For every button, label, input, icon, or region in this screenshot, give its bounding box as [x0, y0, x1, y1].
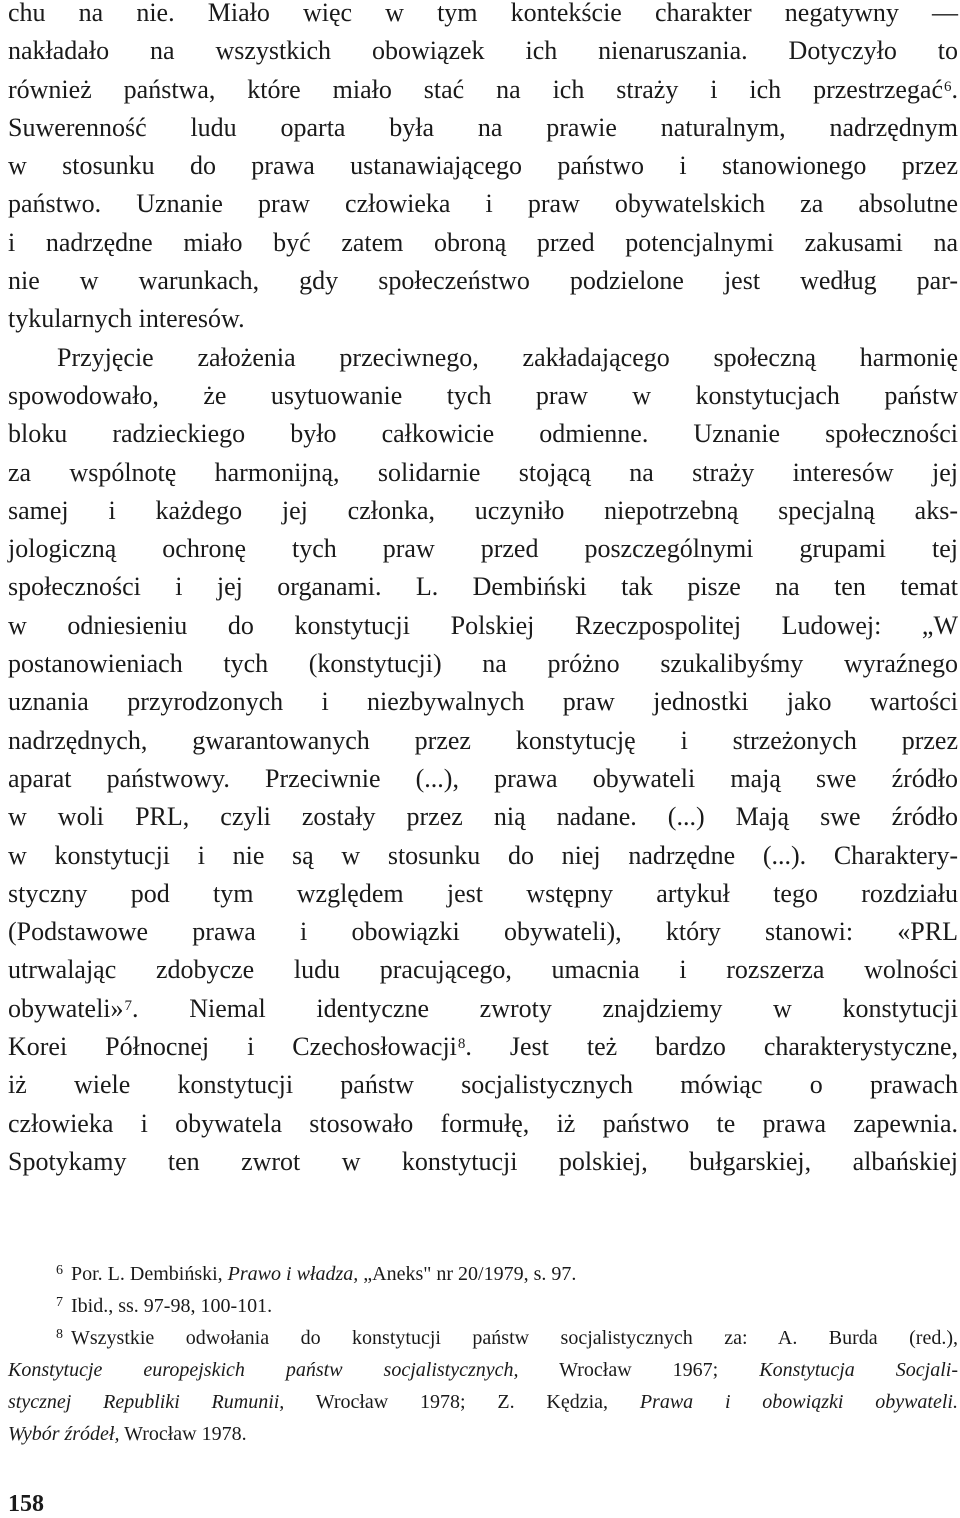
text-line: aparat państwowy. Przeciwnie (...), prawa obywateli mają swe źródło [8, 763, 958, 793]
text-line: Suwerenność ludu oparta była na prawie naturalnym, nadrzędnym [8, 112, 958, 142]
text-line: (Podstawowe prawa i obowiązki obywateli), który stanowi: «PRL [8, 917, 958, 947]
footnote-number: 6 [56, 1263, 63, 1278]
footnote-8-cont: Wybór źródeł, Wrocław 1978. [8, 1423, 247, 1445]
footnote-ref-7: 7 [124, 997, 133, 1014]
paragraph-start: Przyjęcie założenia przeciwnego, zakładającego społeczną harmonię [57, 342, 958, 372]
footnote-8-cont: Konstytucje europejskich państw socjalistycznych, Wrocław 1967; Konstytucja Socjali- [8, 1359, 958, 1381]
text-line: społeczności i jej organami. L. Dembiński tak pisze na ten temat [8, 572, 958, 602]
page-number: 158 [8, 1491, 44, 1517]
text-line: Spotykamy ten zwrot w konstytucji polskiej, bułgarskiej, albańskiej [8, 1146, 958, 1176]
text-line: w konstytucji i nie są w stosunku do niej nadrzędne (...). Charaktery- [8, 840, 958, 870]
text-line: Korei Północnej i Czechosłowacji$^8$. Jest też bardzo charakterystyczne, [8, 1032, 958, 1062]
text-line: chu na nie. Miało więc w tym kontekście charakter negatywny — [8, 0, 958, 27]
text-line: nadrzędnych, gwarantowanych przez konstytucję i strzeżonych przez [8, 725, 958, 755]
footnote-7: $^7$ Ibid., ss. 97-98, 100-101. [56, 1295, 273, 1317]
text-line: nakładało na wszystkich obowiązek ich nienaruszania. Dotyczyło to [8, 36, 958, 66]
footnote-number: 8 [56, 1327, 63, 1342]
text-line: w stosunku do prawa ustanawiającego państwo i stanowionego przez [8, 151, 958, 181]
text-line: iż wiele konstytucji państw socjalistycznych mówiąc o prawach [8, 1070, 958, 1100]
text-line: państwo. Uznanie praw człowieka i praw obywatelskich za absolutne [8, 189, 958, 219]
text-line: utrwalając zdobycze ludu pracującego, umacnia i rozszerza wolności [8, 955, 958, 985]
text-line: styczny pod tym względem jest wstępny artykuł tego rozdziału [8, 878, 958, 908]
text-line: samej i każdego jej członka, uczyniło niepotrzebną specjalną aks- [8, 495, 958, 525]
text-line: jologiczną ochronę tych praw przed poszczególnymi grupami tej [8, 534, 958, 564]
footnotes [8, 1258, 958, 1450]
body-text [8, 0, 958, 1181]
text-line: tykularnych interesów. [8, 304, 245, 334]
text-line: uznania przyrodzonych i niezbywalnych praw jednostki jako wartości [8, 687, 958, 717]
footnote-ref-8: 8 [457, 1036, 466, 1053]
text-line: za wspólnotę harmonijną, solidarnie stojącą na straży interesów jej [8, 457, 958, 487]
text-line: nie w warunkach, gdy społeczeństwo podzielone jest według par- [8, 266, 958, 296]
text-line: bloku radzieckiego było całkowicie odmienne. Uznanie społeczności [8, 419, 958, 449]
footnote-6: $^6$ Por. L. Dembiński, Prawo i władza, „Aneks" nr 20/1979, s. 97. [56, 1263, 577, 1285]
text-line: spowodowało, że usytuowanie tych praw w konstytucjach państw [8, 380, 958, 410]
footnote-number: 7 [56, 1295, 63, 1310]
text-line: człowieka i obywatela stosowało formułę, iż państwo te prawa zapewnia. [8, 1108, 958, 1138]
footnote-8: $^8$ Wszystkie odwołania do konstytucji państw socjalistycznych za: A. Burda (red.), [56, 1327, 958, 1349]
text-line: postanowieniach tych (konstytucji) na próżno szukalibyśmy wyraźnego [8, 649, 958, 679]
text-line: również państwa, które miało stać na ich straży i ich przestrzegać$^6$. [8, 74, 958, 104]
footnote-ref-6: 6 [944, 78, 952, 95]
footnote-8-cont: stycznej Republiki Rumunii, Wrocław 1978; Z. Kędzia, Prawa i obowiązki obywateli. [8, 1391, 958, 1413]
text-line: w odniesieniu do konstytucji Polskiej Rzeczpospolitej Ludowej: „W [8, 610, 958, 640]
text-line: i nadrzędne miało być zatem obroną przed potencjalnymi zakusami na [8, 227, 958, 257]
text-line: obywateli»$^7$. Niemal identyczne zwroty znajdziemy w konstytucji [8, 993, 958, 1023]
text-line: w woli PRL, czyli zostały przez nią nadane. (...) Mają swe źródło [8, 802, 958, 832]
